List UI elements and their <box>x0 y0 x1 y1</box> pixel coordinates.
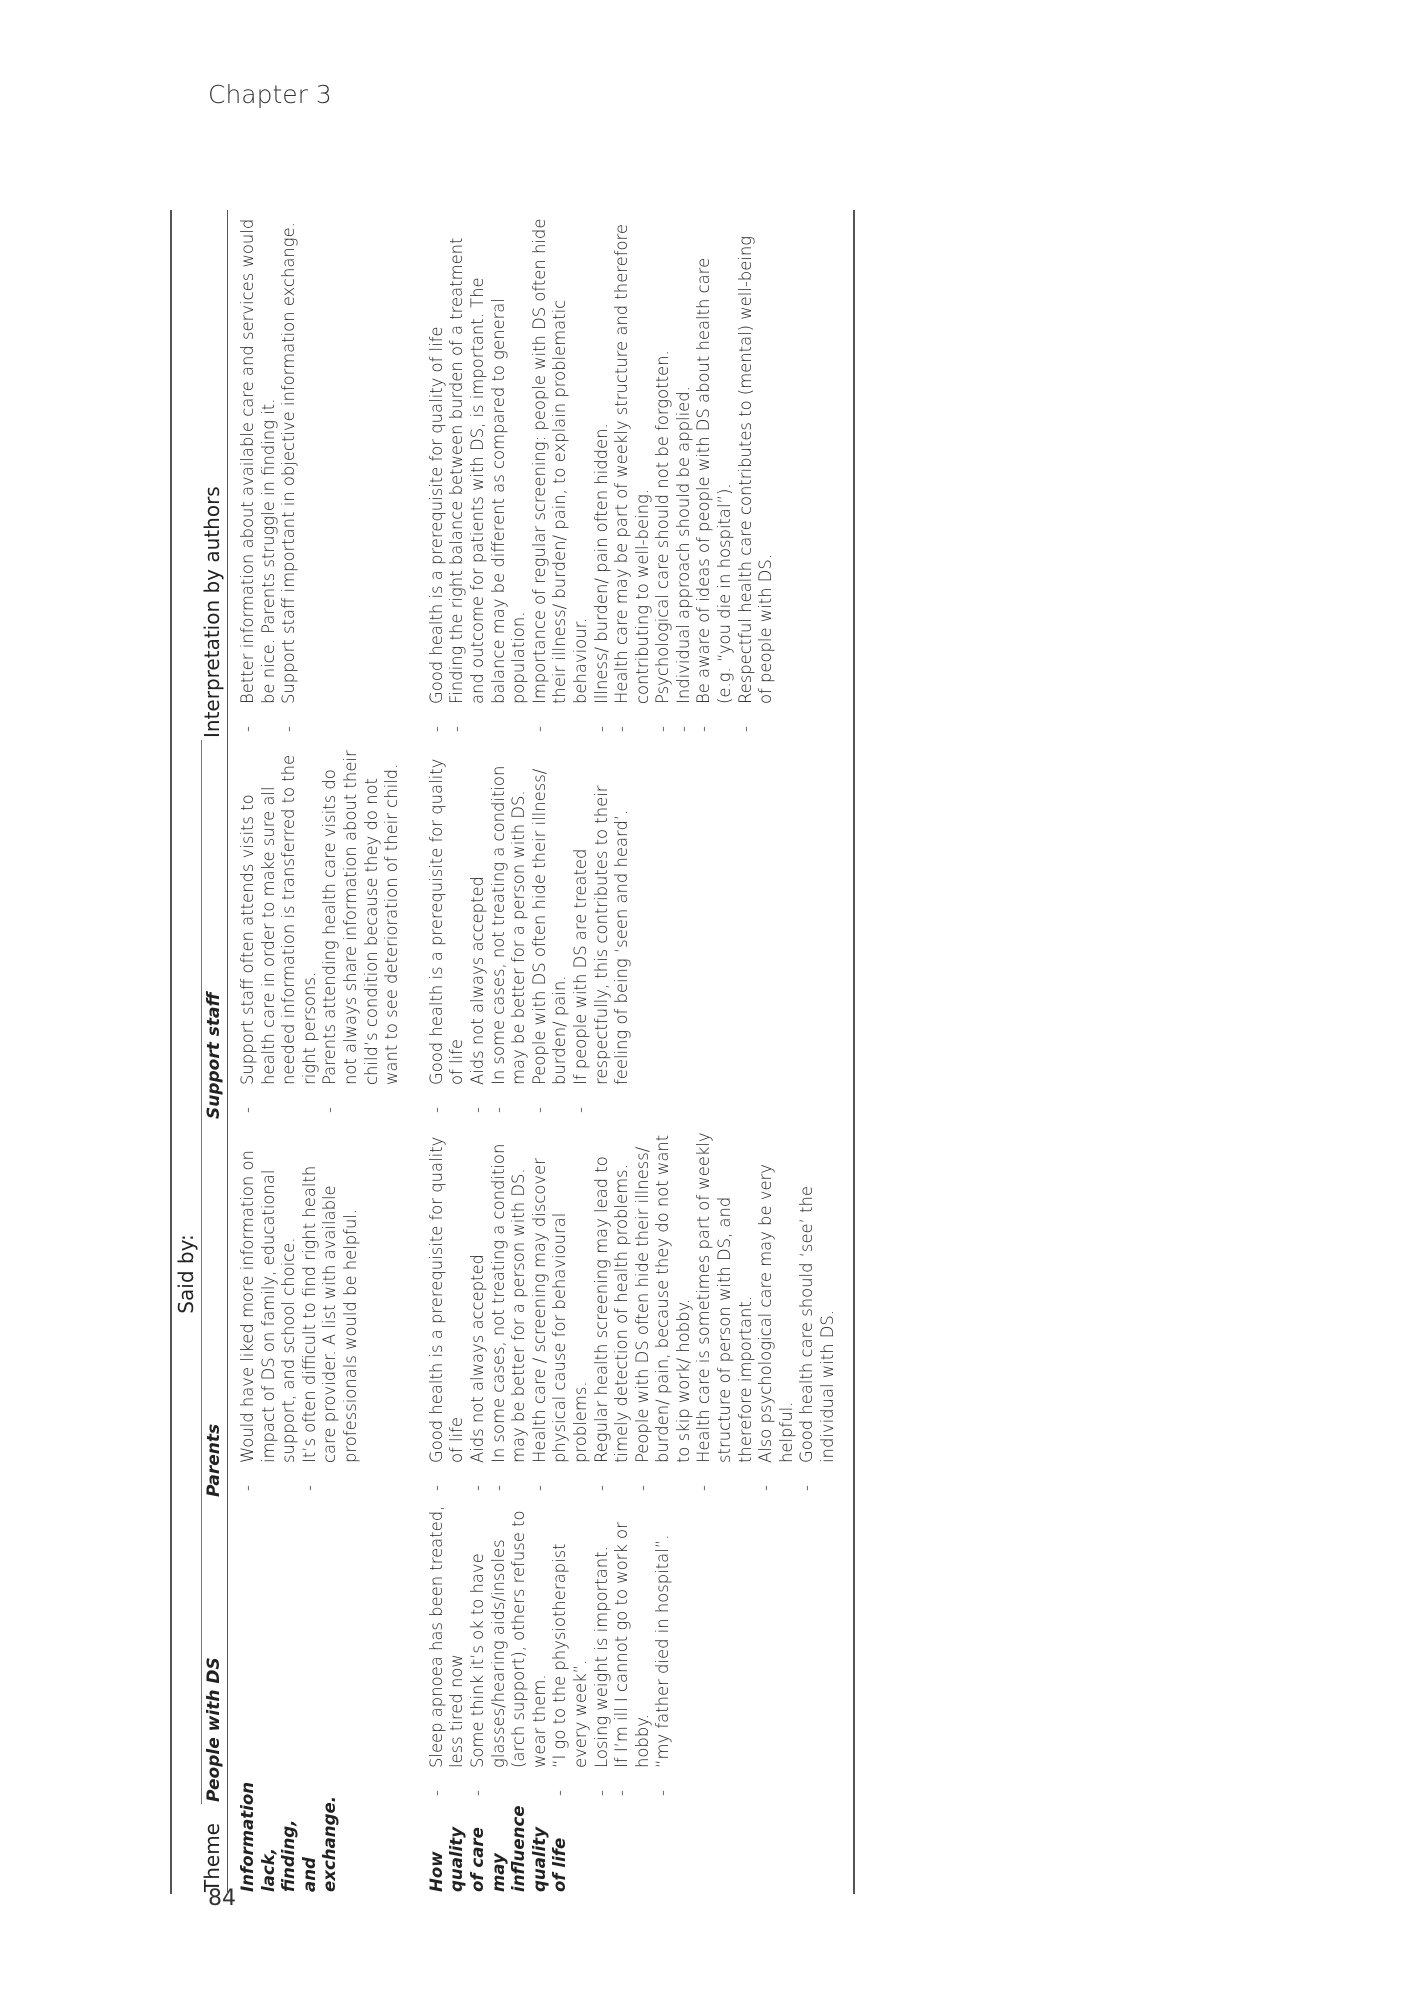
list-item: - Sleep apnoea has been treated, less tired now <box>427 1505 468 1802</box>
list-item: - Good health is a prerequisite for quality of life <box>427 746 468 1119</box>
header-interpretation: Interpretation by authors <box>171 210 228 740</box>
list-item: - Illness/ burden/ pain often hidden. <box>592 216 613 738</box>
header-people-with-ds: People with DS <box>202 1499 228 1804</box>
list-item: - Individual approach should be applied. <box>674 216 695 738</box>
list-item: - Good health is a prerequisite for quality of life <box>427 1127 468 1497</box>
table-row <box>417 210 854 1894</box>
list-item: - Psychological care should not be forgotten. <box>653 216 674 738</box>
header-parents: Parents <box>202 1121 228 1499</box>
interpretation-cell <box>417 210 854 740</box>
list-item: - Losing weight is important. <box>592 1505 613 1802</box>
list-item: - Better information about available care and services would be nice. Parents struggle in finding it. <box>238 216 279 738</box>
support-staff-cell <box>417 740 854 1121</box>
list-item: - If people with DS are treated respectfully, this contributes to their feeling of being ‘seen and heard’. <box>571 746 633 1119</box>
list-item: - People with DS often hide their illness/ burden/ pain, because they do not want to skip work/ hobby. <box>633 1127 695 1497</box>
list-item: - Parents attending health care visits do not always share information about their child’s condition because they do not want to see deterioration of their child. <box>320 746 402 1119</box>
list-item: - In some cases, not treating a condition may be better for a person with DS. <box>489 746 530 1119</box>
theme-cell: How quality of care may influence quality of life <box>417 1804 854 1894</box>
parents-cell <box>417 1121 854 1499</box>
support-staff-cell <box>228 740 417 1121</box>
list-item: - Aids not always accepted <box>468 1127 489 1497</box>
list-item: - Be aware of ideas of people with DS about health care (e.g. “you die in hospital”). <box>694 216 735 738</box>
list-item: - Support staff important in objective information exchange. <box>279 216 300 738</box>
people-with-ds-cell <box>417 1499 854 1804</box>
list-item: - Regular health screening may lead to timely detection of health problems. <box>592 1127 633 1497</box>
list-item: - “I go to the physiotherapist every week”. <box>550 1505 591 1802</box>
header-support-staff: Support staff <box>202 740 228 1121</box>
themes-table <box>170 210 855 1894</box>
list-item: - In some cases, not treating a condition may be better for a person with DS. <box>489 1127 530 1497</box>
theme-cell: Information lack, finding, and exchange. <box>238 1781 340 1892</box>
list-item: - Health care / screening may discover physical cause for behavioural problems. <box>530 1127 592 1497</box>
list-item: - Good health care should ‘see’ the individual with DS. <box>797 1127 838 1497</box>
list-item: - Also psychological care may be very helpful. <box>756 1127 797 1497</box>
people-with-ds-cell <box>228 1499 417 1804</box>
chapter-heading: Chapter 3 <box>208 80 332 109</box>
list-item: - Finding the right balance between burden of a treatment and outcome for patients with DS, is important. The balance may be different as compared to general population. <box>447 216 529 738</box>
header-theme: Theme <box>171 1804 228 1894</box>
list-item: - Good health is a prerequisite for quality of life <box>427 216 448 738</box>
list-item: - Importance of regular screening: people with DS often hide their illness/ burden/ pain, to explain problematic behaviour. <box>530 216 592 738</box>
parents-cell <box>228 1121 417 1499</box>
table-row <box>228 210 417 1894</box>
header-said-by: Said by: <box>171 740 202 1804</box>
list-item: - Would have liked more information on impact of DS on family, educational support, and school choice. <box>238 1127 300 1497</box>
interpretation-cell <box>228 210 417 740</box>
rotated-table-container <box>170 210 1232 1894</box>
list-item: - Support staff often attends visits to health care in order to make sure all needed information is transferred to the right persons. <box>238 746 320 1119</box>
list-item: - If I’m ill I cannot go to work or hobby. <box>612 1505 653 1802</box>
table-header-row <box>171 210 202 1894</box>
list-item: - Health care may be part of weekly structure and therefore contributing to well-being. <box>612 216 653 738</box>
list-item: - It’s often difficult to find right health care provider. A list with available professionals would be helpful. <box>300 1127 362 1497</box>
list-item: - Some think it’s ok to have glasses/hearing aids/insoles (arch support), others refuse to wear them. <box>468 1505 550 1802</box>
list-item: - Health care is sometimes part of weekly structure of person with DS, and therefore important. <box>694 1127 756 1497</box>
page-number: 84 <box>208 1886 236 1911</box>
list-item: - Aids not always accepted <box>468 746 489 1119</box>
list-item: - People with DS often hide their illness/ burden/ pain. <box>530 746 571 1119</box>
list-item: - Respectful health care contributes to (mental) well-being of people with DS. <box>736 216 777 738</box>
list-item: - “my father died in hospital”. <box>653 1505 674 1802</box>
